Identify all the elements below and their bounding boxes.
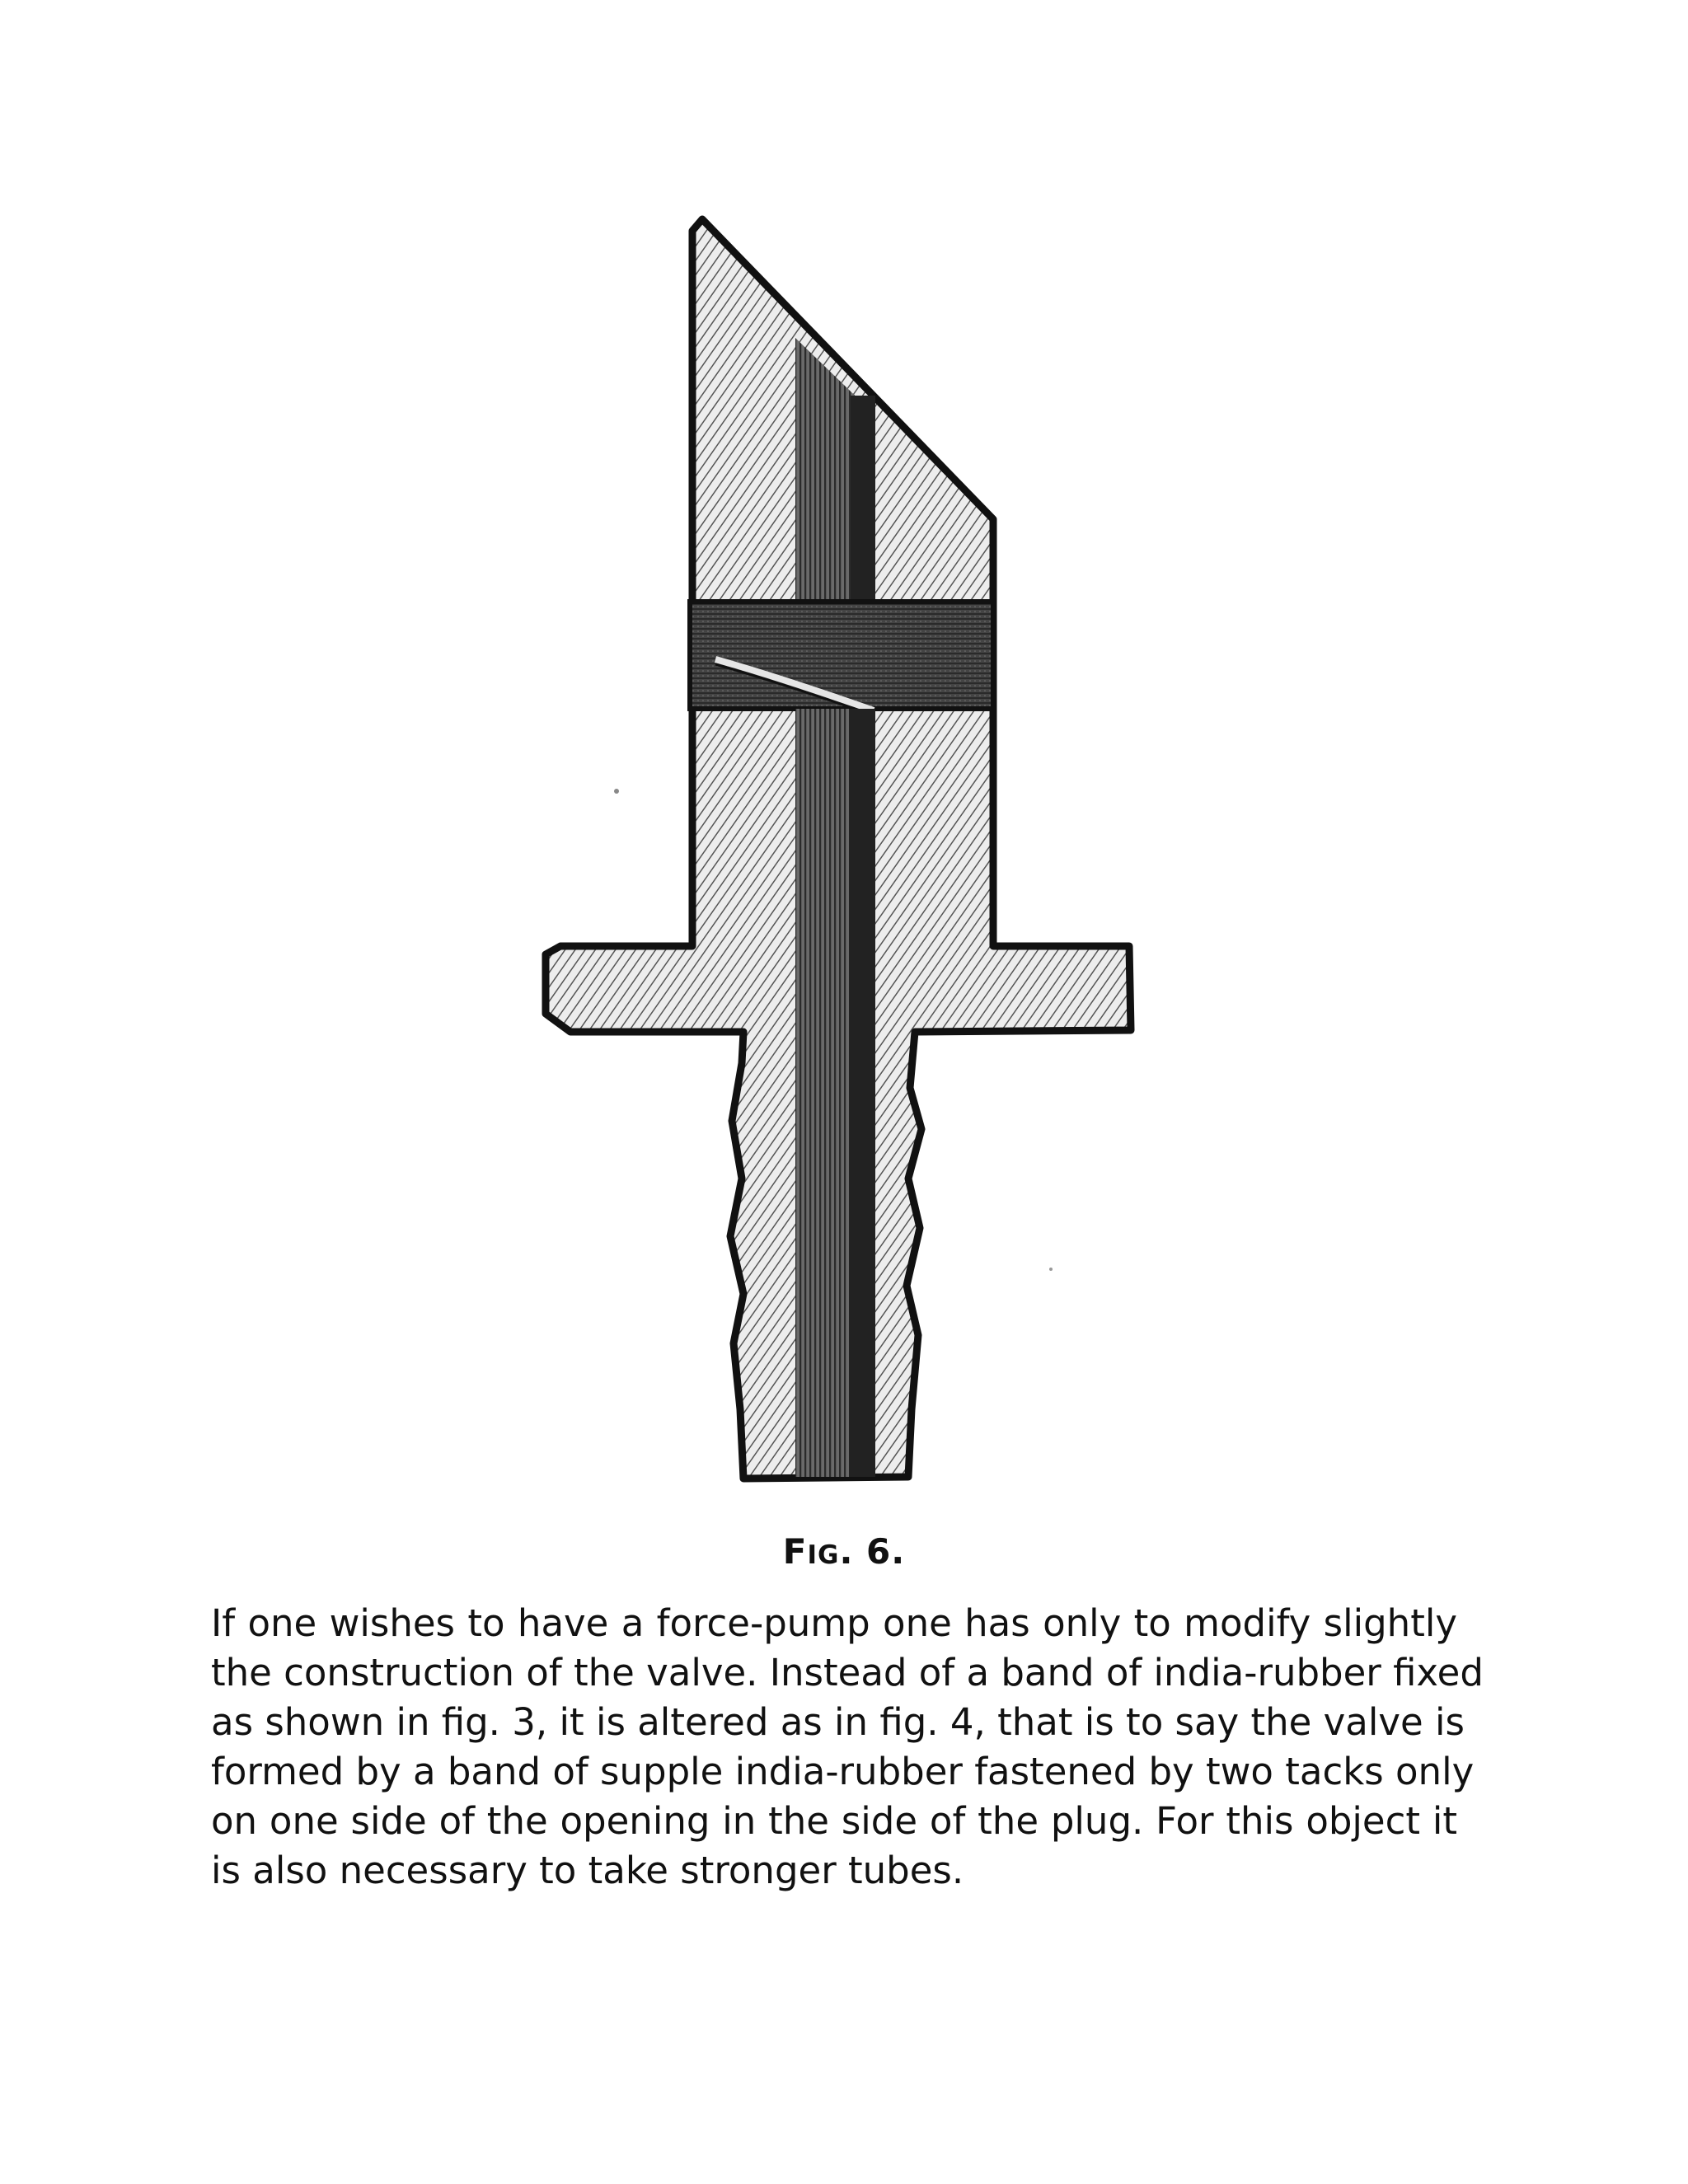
paragraph-line: as shown in fig. 3, it is altered as in fig. 4, that is to say the valve is xyxy=(211,1700,1465,1744)
body-paragraph xyxy=(211,1599,1484,1896)
caption-number: . 6. xyxy=(839,1531,906,1572)
paragraph-line: is also necessary to take stronger tubes. xyxy=(211,1849,964,1892)
paragraph-line: on one side of the opening in the side of the plug. For this object it xyxy=(211,1799,1457,1843)
speck xyxy=(614,789,619,794)
caption-small-caps: IG xyxy=(807,1540,840,1570)
paragraph-line: formed by a band of supple india-rubber fastened by two tacks only xyxy=(211,1750,1475,1793)
figure-caption xyxy=(0,1531,1688,1572)
figure-illustration xyxy=(528,198,1146,1500)
paragraph-line: If one wishes to have a force-pump one has only to modify slightly xyxy=(211,1601,1457,1645)
channel-upper-shadow xyxy=(851,396,875,602)
valve-plug-diagram xyxy=(528,198,1146,1500)
channel-lower-shadow xyxy=(849,709,875,1477)
caption-prefix: F xyxy=(782,1531,808,1572)
paragraph-line: the construction of the valve. Instead of a band of india-rubber fixed xyxy=(211,1651,1484,1694)
speck xyxy=(1049,1268,1053,1271)
rubber-band xyxy=(690,602,993,709)
